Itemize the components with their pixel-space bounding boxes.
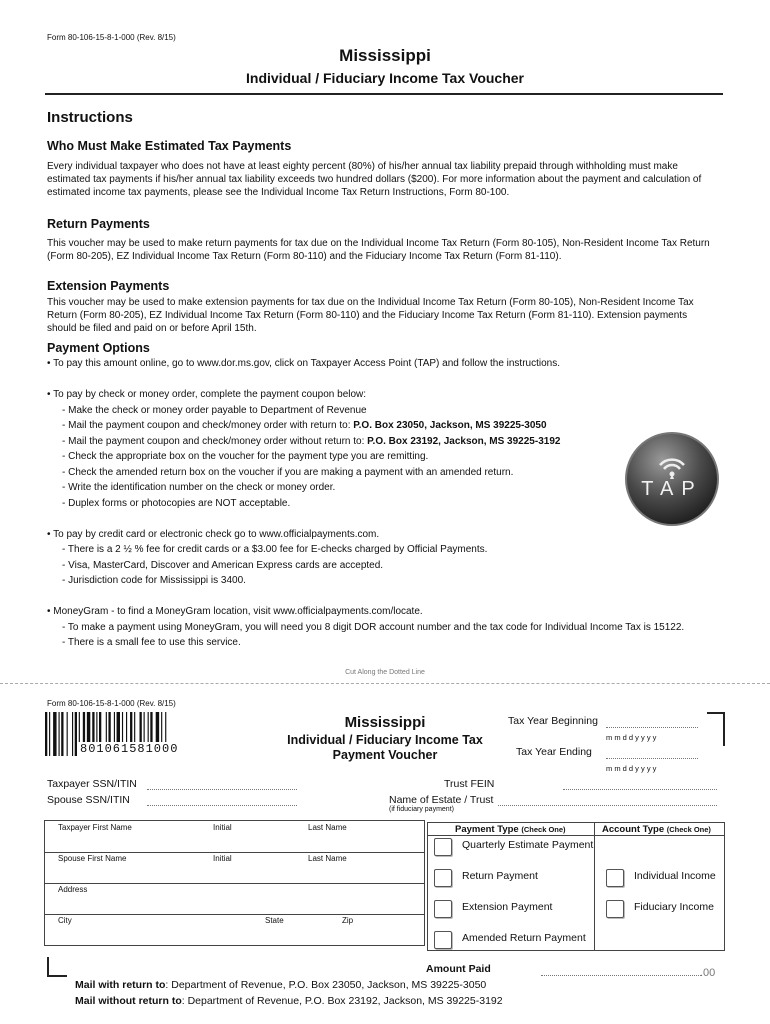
- taxpayer-first-name-label: Taxpayer First Name: [58, 823, 132, 832]
- mail-without-return-label: Mail without return to: [75, 995, 182, 1007]
- barcode-bar: [67, 712, 68, 756]
- card-item: - Visa, MasterCard, Discover and American Express cards are accepted.: [62, 560, 384, 571]
- account-type-title: Account Type: [602, 824, 665, 835]
- mail-with-return: [75, 979, 486, 991]
- form-number: Form 80-106-15-8-1-000 (Rev. 8/15): [47, 33, 176, 42]
- check-item-text: - Mail the payment coupon and check/money order with return to:: [62, 420, 354, 431]
- fiduciary-income-checkbox[interactable]: [606, 900, 624, 918]
- amount-paid-label: Amount Paid: [426, 963, 491, 975]
- tap-logo-text: TAP: [641, 478, 703, 500]
- amount-paid-field[interactable]: [541, 975, 701, 976]
- spouse-last-name-label: Last Name: [308, 854, 347, 863]
- payment-type-check-one: (Check One): [521, 825, 566, 834]
- tax-year-ending-field[interactable]: [606, 758, 698, 759]
- amended-return-label: Amended Return Payment: [462, 932, 586, 944]
- mail-with-return-address: : Department of Revenue, P.O. Box 23050, Jackson, MS 39225-3050: [165, 979, 487, 991]
- corner-mark: [707, 712, 725, 746]
- individual-income-label: Individual Income: [634, 870, 716, 882]
- cut-line: [0, 683, 770, 684]
- extension-text: [47, 296, 737, 335]
- mail-without-return: [75, 995, 503, 1007]
- barcode-bar: [53, 712, 56, 756]
- mail-with-return-label: Mail with return to: [75, 979, 166, 991]
- fiduciary-income-label: Fiduciary Income: [634, 901, 714, 913]
- tap-logo: [624, 431, 720, 527]
- online-payment-text: • To pay this amount online, go to www.dor.ms.gov, click on Taxpayer Access Point (TAP) and follow the instructions.: [47, 358, 561, 369]
- moneygram-item: - There is a small fee to use this service.: [62, 637, 241, 648]
- instructions-heading: Instructions: [47, 109, 133, 126]
- check-item: - Write the identification number on the check or money order.: [62, 482, 336, 493]
- payment-type-title: Payment Type: [455, 824, 519, 835]
- payment-options-heading: Payment Options: [47, 341, 150, 355]
- payment-type-header: [455, 824, 566, 835]
- mail-without-return-address: : Department of Revenue, P.O. Box 23192, Jackson, MS 39225-3192: [181, 995, 503, 1007]
- taxpayer-ssn-label: Taxpayer SSN/ITIN: [47, 778, 137, 790]
- address-label: Address: [58, 885, 88, 894]
- page-title: Mississippi: [339, 46, 431, 65]
- voucher-form-number: Form 80-106-15-8-1-000 (Rev. 8/15): [47, 699, 176, 708]
- who-line: estimated income tax payments, please see the Individual Income Tax Return Instructions, Form 80-100.: [47, 187, 510, 198]
- who-line: Every individual taxpayer who does not have at least eighty percent (80%) of his/her annual tax liability prepaid through withholding must make: [47, 161, 678, 172]
- spouse-initial-label: Initial: [213, 854, 232, 863]
- check-item: - Duplex forms or photocopies are NOT acceptable.: [62, 498, 291, 509]
- amended-return-checkbox[interactable]: [434, 931, 452, 949]
- city-label: City: [58, 916, 72, 925]
- individual-income-checkbox[interactable]: [606, 869, 624, 887]
- extension-heading: Extension Payments: [47, 279, 170, 293]
- quarterly-estimate-checkbox[interactable]: [434, 838, 452, 856]
- check-item: [62, 420, 547, 431]
- check-item: - Check the amended return box on the voucher if you are making a payment with an amended return.: [62, 467, 514, 478]
- return-payment-checkbox[interactable]: [434, 869, 452, 887]
- corner-mark: [47, 957, 67, 977]
- voucher-subtitle: Individual / Fiduciary Income Tax: [287, 733, 483, 747]
- check-intro: • To pay by check or money order, complete the payment coupon below:: [47, 389, 367, 400]
- spouse-ssn-field[interactable]: [147, 805, 297, 806]
- barcode-bar: [72, 712, 73, 756]
- return-heading: Return Payments: [47, 217, 150, 231]
- card-item: - Jurisdiction code for Mississippi is 3400.: [62, 575, 246, 586]
- account-type-check-one: (Check One): [666, 825, 711, 834]
- spouse-ssn-label: Spouse SSN/ITIN: [47, 794, 130, 806]
- card-item: - There is a 2 ½ % fee for credit cards or a $3.00 fee for E-checks charged by Official Payments.: [62, 544, 488, 555]
- check-item-text: - Mail the payment coupon and check/money order without return to:: [62, 436, 368, 447]
- amount-cents: .00: [700, 967, 716, 979]
- barcode-bar: [45, 712, 47, 756]
- tax-year-beginning-label: Tax Year Beginning: [508, 715, 598, 727]
- extension-line: This voucher may be used to make extension payments for tax due on the Individual Income Tax Return (Form 80-105), Non-Resident Income Tax: [47, 297, 694, 308]
- spouse-first-name-label: Spouse First Name: [58, 854, 127, 863]
- who-line: estimated tax payments if his/her annual tax liability exceeds two hundred dollars ($200). For more information about the payment and calculation of: [47, 174, 702, 185]
- name-address-box: [44, 820, 425, 946]
- extension-line: should be filed and paid on or before April 15th.: [47, 323, 257, 334]
- voucher-subtitle-2: Payment Voucher: [332, 748, 438, 762]
- page-subtitle: Individual / Fiduciary Income Tax Voucher: [246, 70, 524, 86]
- barcode-number: 801061581000: [80, 742, 179, 756]
- barcode-bar: [49, 712, 50, 756]
- account-type-header: [602, 824, 711, 835]
- tax-year-beginning-field[interactable]: [606, 727, 698, 728]
- state-label: State: [265, 916, 284, 925]
- fiduciary-note: (if fiduciary payment): [389, 806, 454, 813]
- return-line: (Form 80-205), EZ Individual Income Tax Return (Form 80-110) and the Fiduciary Income Tax Return (Form 81-110).: [47, 251, 562, 262]
- barcode: [44, 712, 202, 768]
- estate-name-label: Name of Estate / Trust: [389, 794, 494, 806]
- extension-line: Return (Form 80-205), EZ Individual Income Tax Return (Form 80-110) and the Fiduciary Income Tax Return (Form 81-110). Extension payments: [47, 310, 688, 321]
- card-intro: • To pay by credit card or electronic check go to www.officialpayments.com.: [47, 529, 380, 540]
- moneygram-item: - To make a payment using MoneyGram, you will need you 8 digit DOR account number and the tax code for Individual Income Tax is 15122.: [62, 622, 685, 633]
- last-name-label: Last Name: [308, 823, 347, 832]
- return-payment-label: Return Payment: [462, 870, 538, 882]
- title-divider: [45, 93, 723, 95]
- without-return-address: P.O. Box 23192, Jackson, MS 39225-3192: [367, 436, 561, 447]
- date-format-hint: m m d d y y y y: [606, 764, 657, 773]
- return-text: [47, 237, 737, 263]
- check-item: - Make the check or money order payable to Department of Revenue: [62, 405, 367, 416]
- initial-label: Initial: [213, 823, 232, 832]
- trust-fein-label: Trust FEIN: [444, 778, 495, 790]
- barcode-bar: [61, 712, 63, 756]
- taxpayer-ssn-field[interactable]: [147, 789, 297, 790]
- extension-payment-label: Extension Payment: [462, 901, 553, 913]
- zip-label: Zip: [342, 916, 354, 925]
- who-heading: Who Must Make Estimated Tax Payments: [47, 139, 292, 153]
- voucher-title: Mississippi: [344, 714, 426, 731]
- date-format-hint: m m d d y y y y: [606, 733, 657, 742]
- check-item: [62, 436, 560, 447]
- return-line: This voucher may be used to make return payments for tax due on the Individual Income Tax Return (Form 80-105), Non-Resident Income Tax Return: [47, 238, 710, 249]
- estate-name-field[interactable]: [498, 805, 717, 806]
- trust-fein-field[interactable]: [563, 789, 717, 790]
- barcode-bar: [59, 712, 60, 756]
- extension-payment-checkbox[interactable]: [434, 900, 452, 918]
- with-return-address: P.O. Box 23050, Jackson, MS 39225-3050: [353, 420, 547, 431]
- moneygram-intro: • MoneyGram - to find a MoneyGram location, visit www.officialpayments.com/locate.: [47, 606, 423, 617]
- barcode-bar: [75, 712, 77, 756]
- who-text: [47, 160, 737, 199]
- tax-year-ending-label: Tax Year Ending: [516, 746, 592, 758]
- quarterly-estimate-label: Quarterly Estimate Payment: [462, 839, 594, 851]
- check-item: - Check the appropriate box on the voucher for the payment type you are remitting.: [62, 451, 429, 462]
- cut-label: Cut Along the Dotted Line: [345, 669, 425, 676]
